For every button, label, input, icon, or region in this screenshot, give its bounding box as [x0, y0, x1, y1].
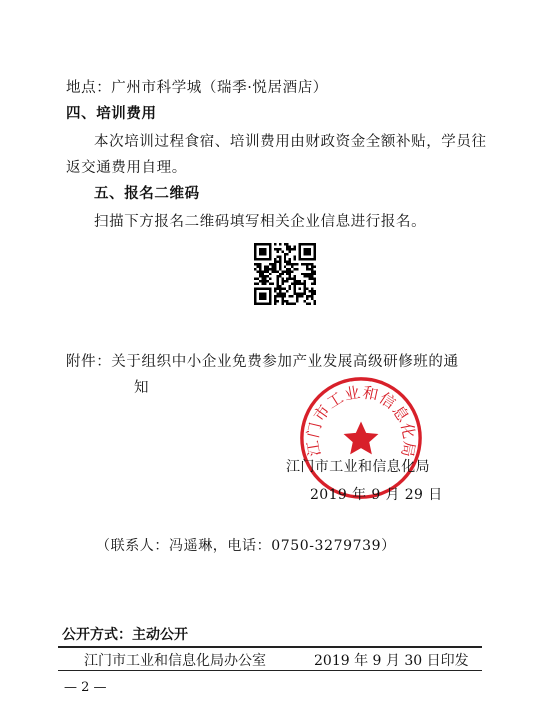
- seal-arc-text: 江门市工业和信息化局: [303, 383, 419, 460]
- disclosure-method: 公开方式：主动公开: [62, 627, 188, 643]
- signing-unit: 江门市工业和信息化局: [286, 459, 430, 475]
- section-5-heading: 五、报名二维码: [94, 186, 200, 202]
- contact-line: （联系人：冯遥琳，电话：0750-3279739）: [96, 538, 396, 554]
- page-number: — 2 —: [64, 680, 107, 695]
- section-4-text-line-1: 本次培训过程食宿、培训费用由财政资金全额补贴，学员往: [94, 134, 487, 150]
- qr-code[interactable]: [254, 243, 316, 305]
- section-5-text-line-1: 扫描下方报名二维码填写相关企业信息进行报名。: [94, 214, 427, 230]
- section-4-text-line-2: 返交通费用自理。: [66, 160, 187, 176]
- seal-star-icon: [344, 422, 379, 455]
- issuing-office: 江门市工业和信息化局办公室: [84, 653, 266, 669]
- footer-divider-top: [58, 646, 482, 648]
- location-line: 地点：广州市科学城（瑞季·悦居酒店）: [66, 80, 328, 96]
- issue-date: 2019 年 9 月 30 日印发: [314, 653, 469, 669]
- footer-divider-bottom: [58, 670, 482, 671]
- attachment-line-2: 知: [134, 380, 150, 396]
- signing-date: 2019 年 9 月 29 日: [310, 487, 443, 503]
- attachment-line-1: 附件：关于组织中小企业免费参加产业发展高级研修班的通: [66, 354, 459, 370]
- official-seal: [298, 375, 424, 501]
- section-4-heading: 四、培训费用: [66, 106, 157, 122]
